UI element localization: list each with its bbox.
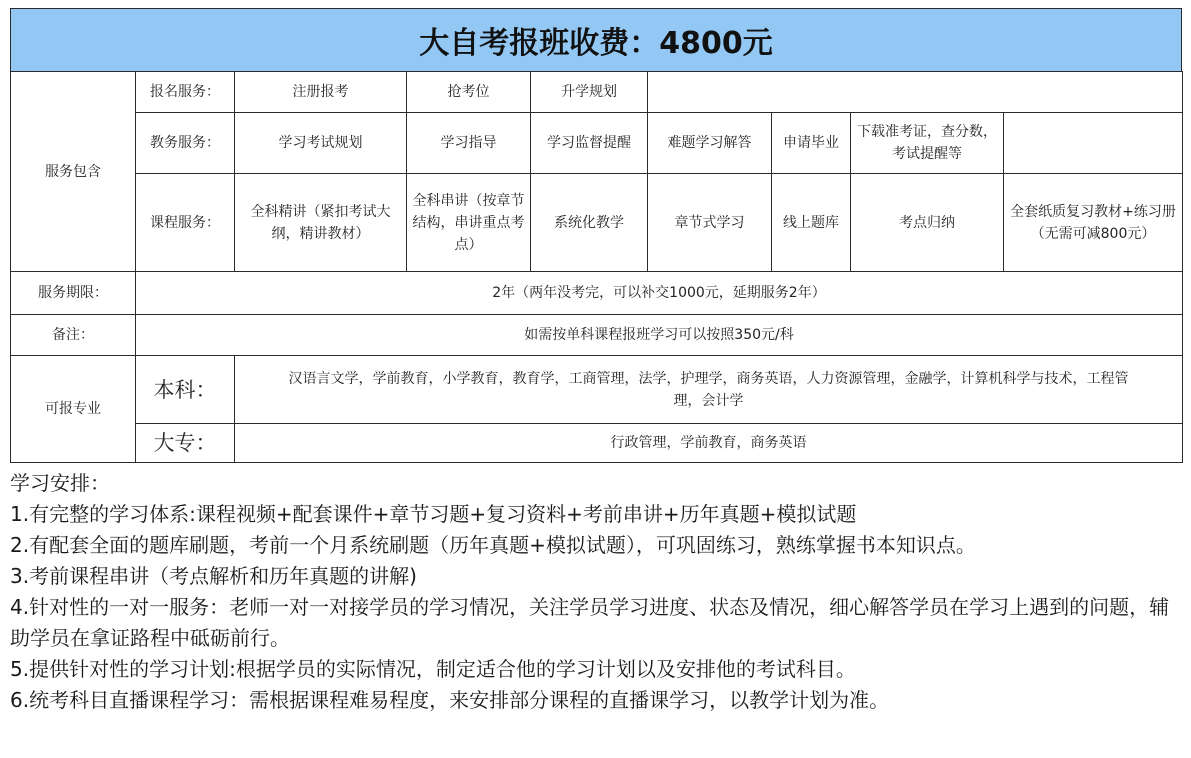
academic-item: 学习监督提醒 <box>531 113 648 174</box>
registration-label: 报名服务： <box>136 72 235 113</box>
course-item: 全套纸质复习教材+练习册（无需可减800元） <box>1004 174 1183 272</box>
course-label: 课程服务： <box>136 174 235 272</box>
academic-row <box>11 113 1183 174</box>
remark-label: 备注： <box>11 315 136 356</box>
arrangement-item: 5.提供针对性的学习计划:根据学员的实际情况，制定适合他的学习计划以及安排他的考试科目。 <box>10 657 856 681</box>
arrangement-item: 6.统考科目直播课程学习：需根据课程难易程度，来安排部分课程的直播课学习，以教学计划为准。 <box>10 688 890 712</box>
academic-item: 学习考试规划 <box>235 113 407 174</box>
registration-item: 注册报考 <box>235 72 407 113</box>
course-item: 线上题库 <box>772 174 851 272</box>
registration-row <box>11 72 1183 113</box>
course-row <box>11 174 1183 272</box>
period-value: 2年（两年没考完，可以补交1000元，延期服务2年） <box>136 272 1183 315</box>
bachelor-majors: 汉语言文学，学前教育，小学教育，教育学，工商管理，法学，护理学，商务英语，人力资源管理，金融学，计算机科学与技术，工程管理，会计学 <box>235 356 1183 424</box>
course-item: 章节式学习 <box>648 174 772 272</box>
arrangement-item: 1.有完整的学习体系:课程视频+配套课件+章节习题+复习资料+考前串讲+历年真题+模拟试题 <box>10 502 857 526</box>
period-label: 服务期限： <box>11 272 136 315</box>
period-row <box>11 272 1183 315</box>
course-item: 考点归纳 <box>851 174 1004 272</box>
academic-label: 教务服务： <box>136 113 235 174</box>
arrangement-item: 3.考前课程串讲（考点解析和历年真题的讲解) <box>10 564 417 588</box>
bachelor-label: 本科： <box>136 356 235 424</box>
arrangement-item: 2.有配套全面的题库刷题，考前一个月系统刷题（历年真题+模拟试题），可巩固练习，熟练掌握书本知识点。 <box>10 533 976 557</box>
service-group-label: 服务包含 <box>11 72 136 272</box>
page-title: 大自考报班收费：4800元 <box>10 8 1182 72</box>
arrangement-item: 4.针对性的一对一服务：老师一对一对接学员的学习情况，关注学员学习进度、状态及情况，细心解答学员在学习上遇到的问题，辅助学员在拿证路程中砥砺前行。 <box>10 595 1170 650</box>
service-table-container <box>10 71 1182 463</box>
college-row <box>11 424 1183 463</box>
empty-cell <box>1004 113 1183 174</box>
study-arrangement <box>10 468 1182 716</box>
college-majors: 行政管理，学前教育，商务英语 <box>235 424 1183 463</box>
service-table <box>10 71 1183 463</box>
academic-item: 下载准考证，查分数，考试提醒等 <box>851 113 1004 174</box>
remark-row <box>11 315 1183 356</box>
course-item: 系统化教学 <box>531 174 648 272</box>
course-item: 全科串讲（按章节结构，串讲重点考点） <box>407 174 531 272</box>
empty-cell <box>648 72 1183 113</box>
academic-item: 难题学习解答 <box>648 113 772 174</box>
registration-item: 升学规划 <box>531 72 648 113</box>
bachelor-row <box>11 356 1183 424</box>
academic-item: 学习指导 <box>407 113 531 174</box>
course-item: 全科精讲（紧扣考试大纲，精讲教材） <box>235 174 407 272</box>
registration-item: 抢考位 <box>407 72 531 113</box>
majors-label: 可报专业 <box>11 356 136 463</box>
academic-item: 申请毕业 <box>772 113 851 174</box>
arrangement-heading: 学习安排： <box>10 471 110 495</box>
remark-value: 如需按单科课程报班学习可以按照350元/科 <box>136 315 1183 356</box>
college-label: 大专： <box>136 424 235 463</box>
